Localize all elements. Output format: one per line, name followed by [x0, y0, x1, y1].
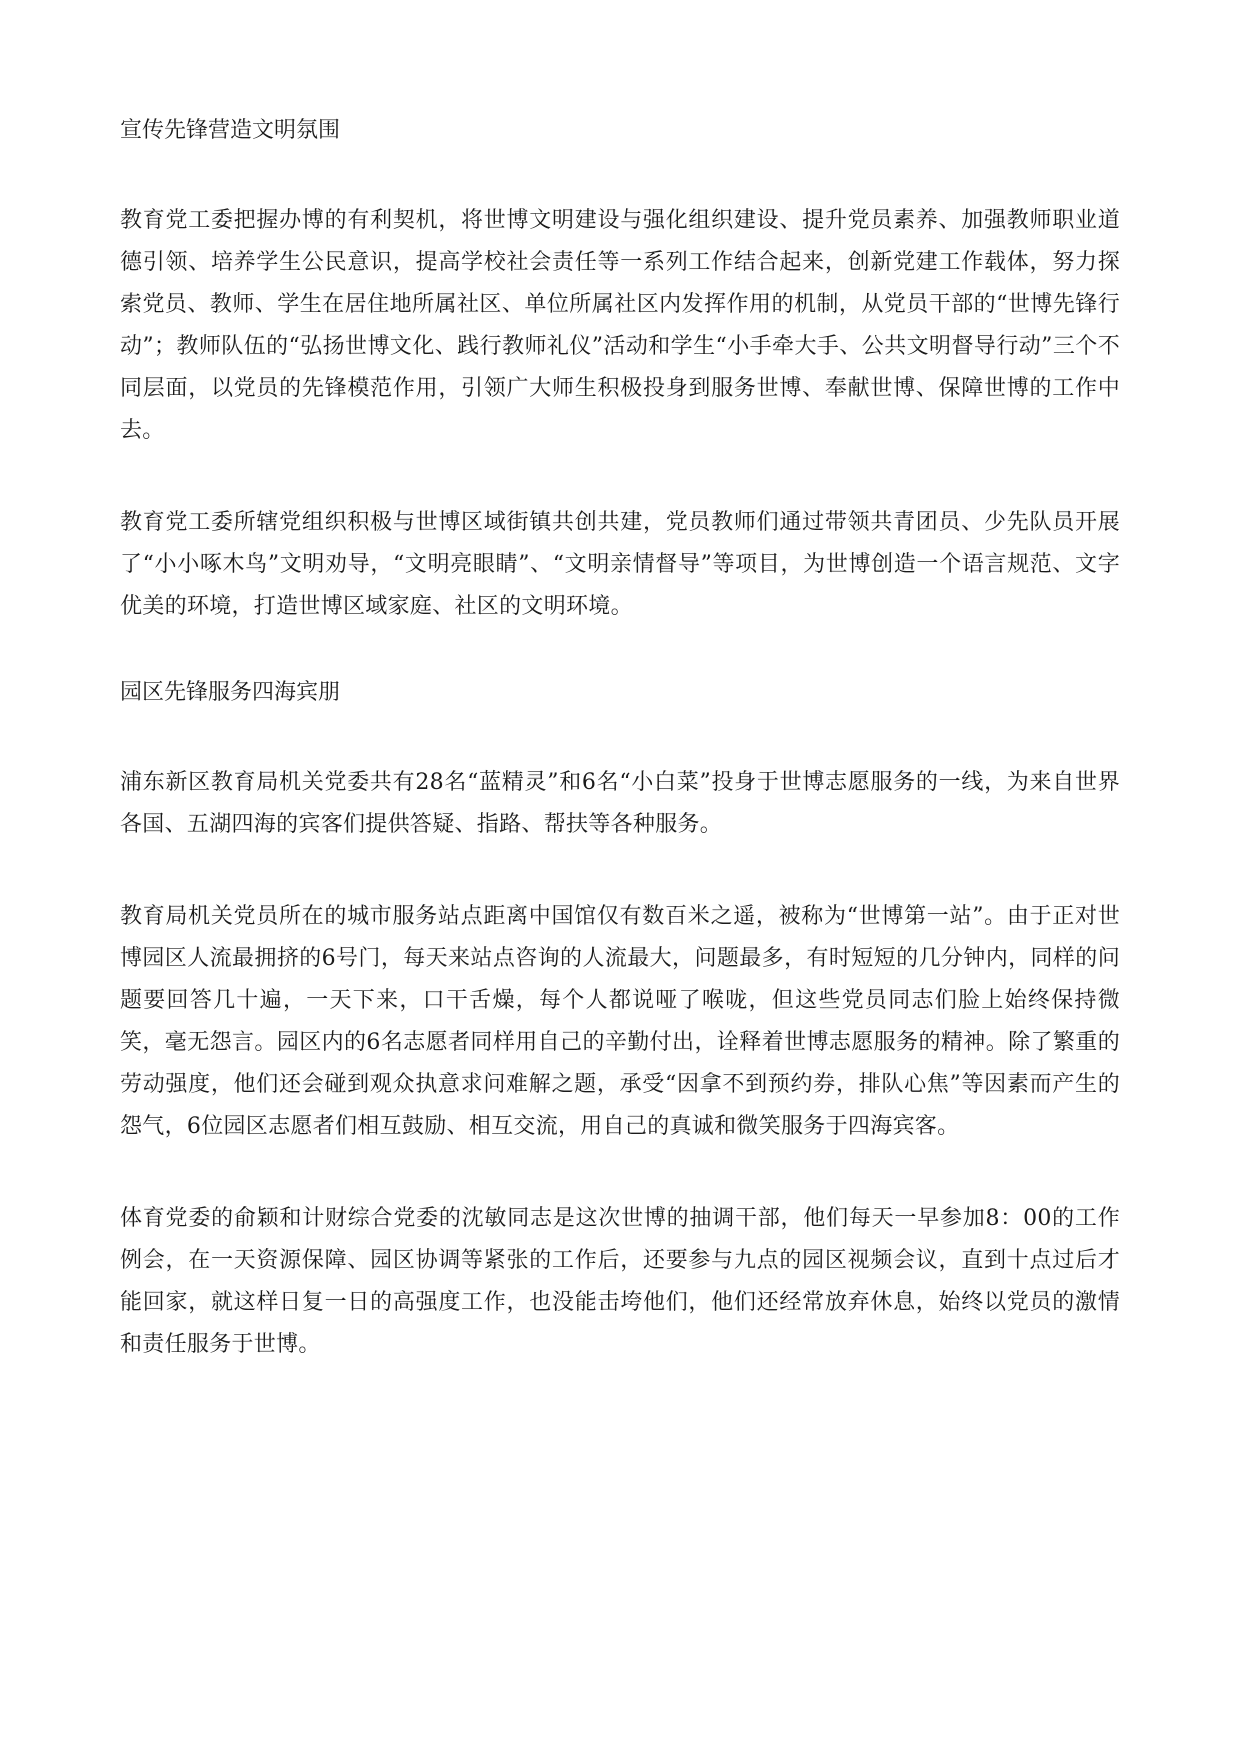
- section-publicity: [120, 116, 1120, 628]
- section-heading: 宣传先锋营造文明氛围: [120, 118, 341, 143]
- section-service: [120, 678, 1120, 1366]
- body-paragraph: 体育党委的俞颖和计财综合党委的沈敏同志是这次世博的抽调干部，他们每天一早参加8：00的工作例会，在一天资源保障、园区协调等紧张的工作后，还要参与九点的园区视频会议，直到十点过后才能回家，就这样日复一日的高强度工作，也没能击垮他们，他们还经常放弃休息，始终以党员的激情和责任服务于世博。: [120, 1206, 1120, 1357]
- document-page: [120, 116, 1120, 1416]
- body-paragraph: 浦东新区教育局机关党委共有28名“蓝精灵”和6名“小白菜”投身于世博志愿服务的一线，为来自世界各国、五湖四海的宾客们提供答疑、指路、帮扶等各种服务。: [120, 770, 1120, 837]
- body-paragraph: 教育党工委把握办博的有利契机，将世博文明建设与强化组织建设、提升党员素养、加强教师职业道德引领、培养学生公民意识，提高学校社会责任等一系列工作结合起来，创新党建工作载体，努力探索党员、教师、学生在居住地所属社区、单位所属社区内发挥作用的机制，从党员干部的“世博先锋行动”；教师队伍的“弘扬世博文化、践行教师礼仪”活动和学生“小手牵大手、公共文明督导行动”三个不同层面，以党员的先锋模范作用，引领广大师生积极投身到服务世博、奉献世博、保障世博的工作中去。: [120, 208, 1120, 443]
- body-paragraph: 教育党工委所辖党组织积极与世博区域街镇共创共建，党员教师们通过带领共青团员、少先队员开展了“小小啄木鸟”文明劝导，“文明亮眼睛”、“文明亲情督导”等项目，为世博创造一个语言规范、文字优美的环境，打造世博区域家庭、社区的文明环境。: [120, 510, 1120, 619]
- section-heading: 园区先锋服务四海宾朋: [120, 680, 341, 705]
- body-paragraph: 教育局机关党员所在的城市服务站点距离中国馆仅有数百米之遥，被称为“世博第一站”。由于正对世博园区人流最拥挤的6号门，每天来站点咨询的人流最大，问题最多，有时短短的几分钟内，同样的问题要回答几十遍，一天下来，口干舌燥，每个人都说哑了喉咙，但这些党员同志们脸上始终保持微笑，毫无怨言。园区内的6名志愿者同样用自己的辛勤付出，诠释着世博志愿服务的精神。除了繁重的劳动强度，他们还会碰到观众执意求问难解之题，承受“因拿不到预约券，排队心焦”等因素而产生的怨气，6位园区志愿者们相互鼓励、相互交流，用自己的真诚和微笑服务于四海宾客。: [120, 904, 1120, 1139]
